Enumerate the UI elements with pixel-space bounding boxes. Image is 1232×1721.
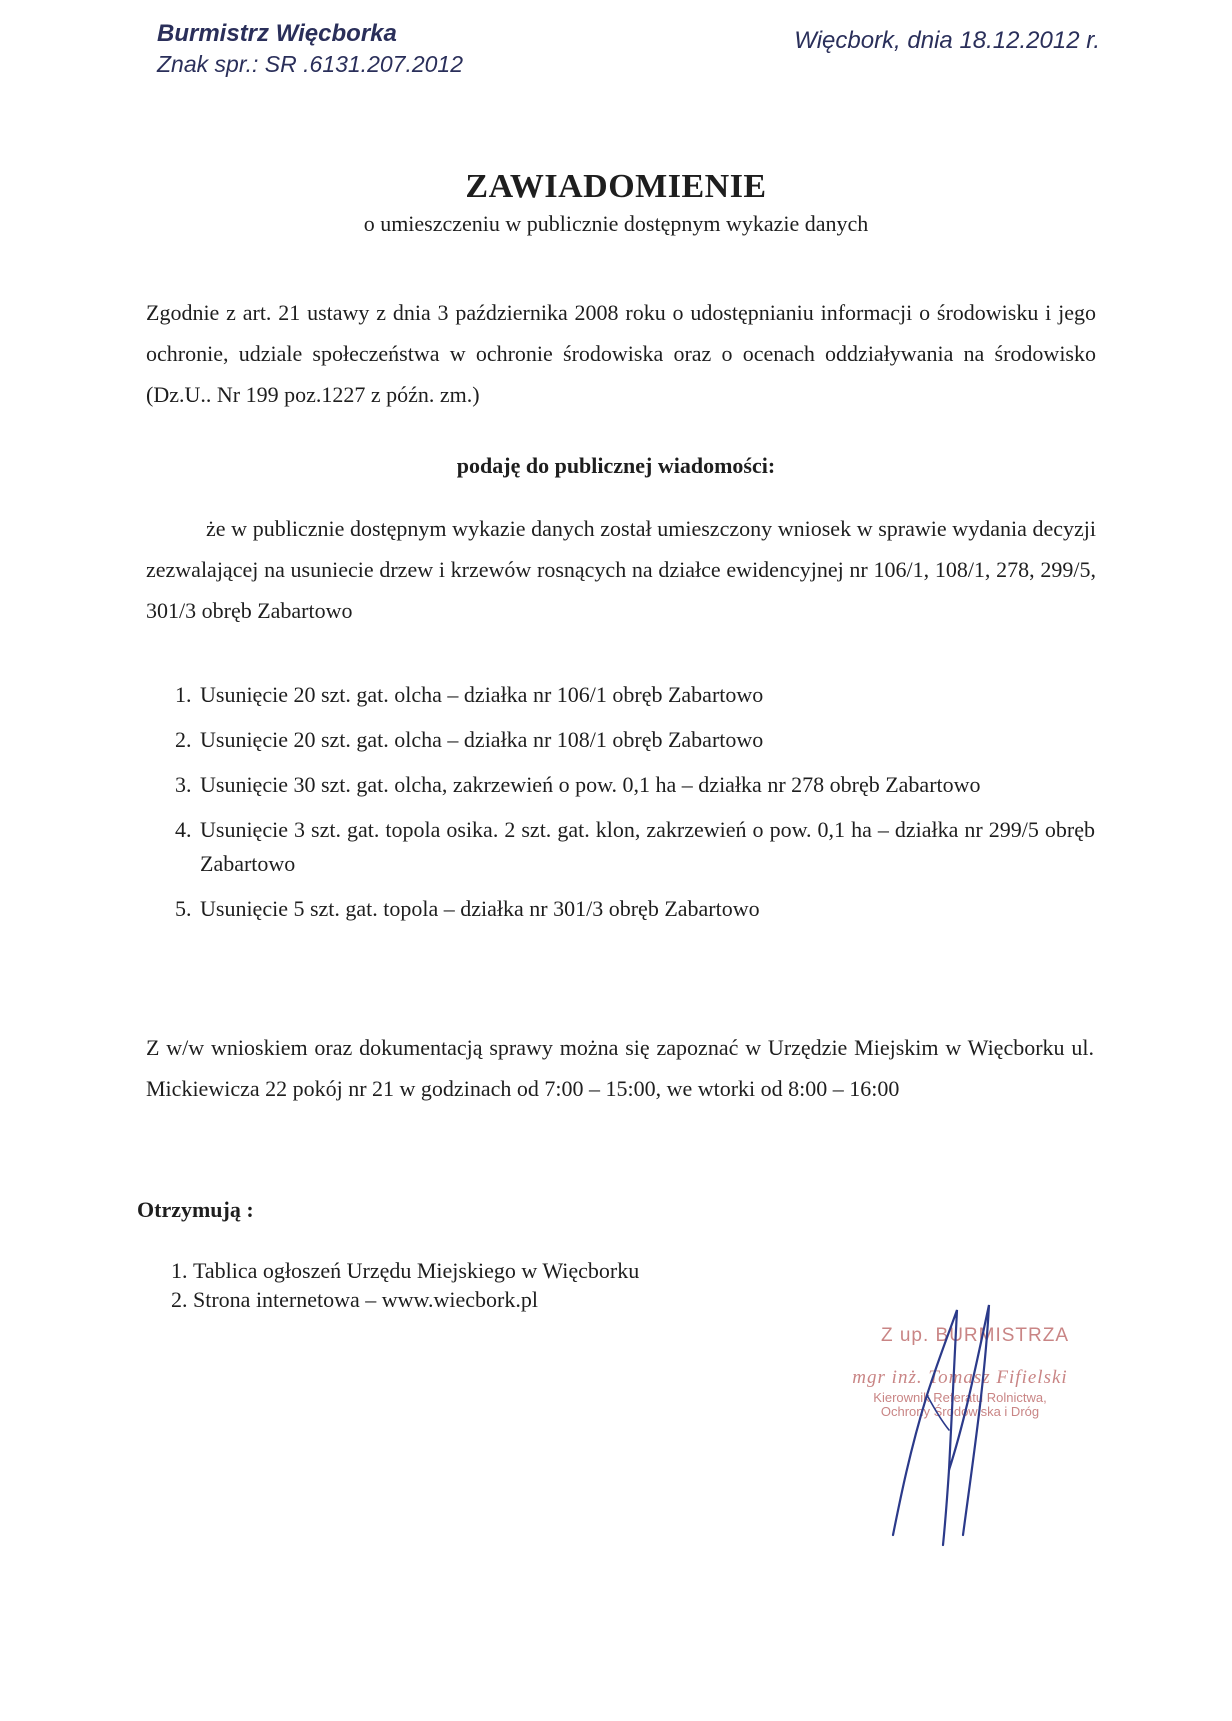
list-item: [175, 892, 1095, 926]
item-number: 3.: [175, 772, 192, 797]
list-item: [175, 678, 1095, 712]
list-item: [171, 1256, 639, 1285]
case-reference: Znak spr.: SR .6131.207.2012: [157, 51, 464, 77]
place-date: Więcbork, dnia 18.12.2012 r.: [794, 27, 1100, 54]
removal-items-list: [175, 678, 1095, 937]
item-number: 1.: [171, 1258, 188, 1283]
list-item: [175, 768, 1095, 802]
item-number: 2.: [175, 727, 192, 752]
recipients-list: [171, 1256, 639, 1314]
list-item: [171, 1285, 639, 1314]
item-text: Usunięcie 20 szt. gat. olcha – działka nr 108/1 obręb Zabartowo: [200, 727, 764, 752]
item-number: 2.: [171, 1287, 188, 1312]
access-info-paragraph: Z w/w wnioskiem oraz dokumentacją sprawy można się zapoznać w Urzędzie Miejskim w Więcborku ul. Mickiewicza 22 pokój nr 21 w godzinach od 7:00 – 15:00, we wtorki od 8:00 – 16:00: [146, 1035, 1094, 1101]
announcement-heading: podaję do publicznej wiadomości:: [456, 453, 776, 478]
list-item: [175, 723, 1095, 757]
stamp-authority: Z up. BURMISTRZA: [880, 1325, 1070, 1346]
application-paragraph: że w publicznie dostępnym wykazie danych został umieszczony wniosek w sprawie wydania decyzji zezwalającej na usuniecie drzew i krzewów rosnących na działce ewidencyjnej nr 106/1, 108/1, 278, 299/5, 301/3 obręb Zabartowo: [146, 516, 1096, 623]
recipients-heading: Otrzymują :: [137, 1197, 254, 1222]
stamp-name: mgr inż. Tomasz Fifielski: [852, 1367, 1068, 1388]
issuer-name: Burmistrz Więcborka: [157, 20, 397, 47]
item-text: Usunięcie 5 szt. gat. topola – działka nr 301/3 obręb Zabartowo: [200, 896, 760, 921]
document-title: ZAWIADOMIENIE: [465, 168, 767, 205]
list-item: [175, 813, 1095, 881]
item-text: Usunięcie 30 szt. gat. olcha, zakrzewień o pow. 0,1 ha – działka nr 278 obręb Zabartowo: [200, 772, 981, 797]
item-number: 5.: [175, 896, 192, 921]
handwritten-signature: [865, 1300, 1025, 1550]
item-text: Usunięcie 20 szt. gat. olcha – działka nr 106/1 obręb Zabartowo: [200, 682, 764, 707]
item-number: 1.: [175, 682, 192, 707]
item-text: Tablica ogłoszeń Urzędu Miejskiego w Więcborku: [193, 1258, 640, 1283]
stamp-position: Kierownik Referatu Rolnictwa,: [873, 1390, 1047, 1405]
item-text: Usunięcie 3 szt. gat. topola osika. 2 szt. gat. klon, zakrzewień o pow. 0,1 ha – działka nr 299/5 obręb Zabartowo: [200, 817, 1095, 876]
item-text: Strona internetowa – www.wiecbork.pl: [193, 1287, 538, 1312]
stamp-department: Ochrony Środowiska i Dróg: [880, 1404, 1040, 1419]
legal-basis-paragraph: Zgodnie z art. 21 ustawy z dnia 3 października 2008 roku o udostępnianiu informacji o środowisku i jego ochronie, udziale społeczeństwa w ochronie środowiska oraz o ocenach oddziaływania na środowisko (Dz.U.. Nr 199 poz.1227 z późn. zm.): [146, 300, 1096, 407]
document-subtitle: o umieszczeniu w publicznie dostępnym wykazie danych: [363, 211, 869, 236]
item-number: 4.: [175, 817, 192, 842]
